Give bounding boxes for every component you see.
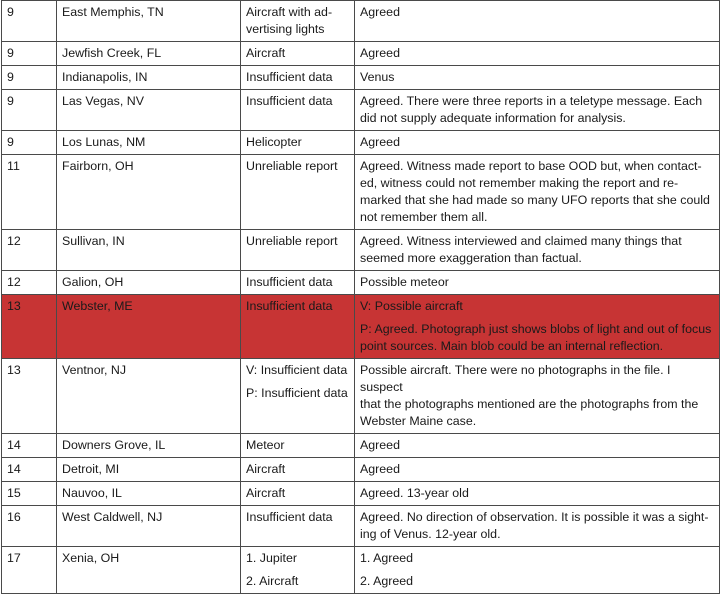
location-cell: Indianapolis, IN — [57, 66, 241, 90]
evaluation-cell — [241, 434, 355, 458]
day-cell: 12 — [2, 271, 57, 295]
evaluation-cell — [241, 506, 355, 547]
comments-cell — [355, 66, 720, 90]
day-cell: 9 — [2, 131, 57, 155]
comment-line: Agreed. Witness made report to base OOD but, when contact- — [360, 159, 702, 173]
table-row — [2, 482, 720, 506]
comment-line: Agreed — [360, 46, 400, 60]
day-cell: 14 — [2, 434, 57, 458]
comments-cell — [355, 458, 720, 482]
comment-line: Agreed. Witness interviewed and claimed many things that — [360, 234, 682, 248]
evaluation-line: Aircraft — [246, 486, 286, 500]
location-cell: Las Vegas, NV — [57, 90, 241, 131]
comment-line: seemed more exaggeration than factual. — [360, 251, 582, 265]
day-cell: 9 — [2, 90, 57, 131]
location-cell: East Memphis, TN — [57, 1, 241, 42]
comment-line: P: Agreed. Photograph just shows blobs of light and out of focus — [360, 322, 712, 336]
comments-cell — [355, 506, 720, 547]
day-cell: 14 — [2, 458, 57, 482]
evaluation-cell — [241, 458, 355, 482]
evaluation-line: Unreliable report — [246, 234, 338, 248]
evaluation-line: Meteor — [246, 438, 285, 452]
table-row — [2, 1, 720, 42]
evaluation-line: Insufficient data — [246, 510, 333, 524]
evaluation-cell — [241, 547, 355, 594]
comment-line: Agreed. 13-year old — [360, 486, 469, 500]
comment-line: Agreed — [360, 462, 400, 476]
evaluation-line: Insufficient data — [246, 70, 333, 84]
comments-cell — [355, 1, 720, 42]
table-row — [2, 131, 720, 155]
comments-cell — [355, 42, 720, 66]
evaluation-line: Aircraft — [246, 46, 286, 60]
comments-cell — [355, 359, 720, 434]
table-row — [2, 155, 720, 230]
table-row-highlighted — [2, 295, 720, 359]
comment-line: 1. Agreed — [360, 551, 414, 565]
comment-line: point sources. Main blob could be an internal reflection. — [360, 339, 664, 353]
evaluation-line: Insufficient data — [246, 94, 333, 108]
location-cell: West Caldwell, NJ — [57, 506, 241, 547]
location-cell: Fairborn, OH — [57, 155, 241, 230]
comment-line: Agreed. There were three reports in a teletype message. Each — [360, 94, 703, 108]
day-cell: 9 — [2, 42, 57, 66]
comment-line: 2. Agreed — [360, 574, 414, 588]
comment-line: Agreed. No direction of observation. It is possible it was a sight- — [360, 510, 709, 524]
day-cell: 11 — [2, 155, 57, 230]
evaluation-line: Insufficient data — [246, 275, 333, 289]
evaluation-line: Helicopter — [246, 135, 302, 149]
day-cell: 9 — [2, 66, 57, 90]
comment-line: Possible aircraft. There were no photographs in the file. I suspect — [360, 363, 671, 394]
location-cell: Los Lunas, NM — [57, 131, 241, 155]
evaluation-cell — [241, 295, 355, 359]
comment-line: ed, witness could not remember making the report and re- — [360, 176, 679, 190]
location-cell: Galion, OH — [57, 271, 241, 295]
evaluation-cell — [241, 90, 355, 131]
comment-line: not remember them all. — [360, 210, 488, 224]
comments-cell — [355, 547, 720, 594]
day-cell: 12 — [2, 230, 57, 271]
comment-line: Webster Maine case. — [360, 414, 477, 428]
table-row — [2, 271, 720, 295]
comment-line: Agreed — [360, 438, 400, 452]
table-row — [2, 90, 720, 131]
evaluation-cell — [241, 66, 355, 90]
day-cell: 15 — [2, 482, 57, 506]
location-cell: Webster, ME — [57, 295, 241, 359]
evaluation-cell — [241, 359, 355, 434]
comment-line: Agreed — [360, 5, 400, 19]
evaluation-line: 1. Jupiter — [246, 551, 297, 565]
evaluation-cell — [241, 155, 355, 230]
evaluation-line: Insufficient data — [246, 299, 333, 313]
table-row — [2, 547, 720, 594]
comment-line: V: Possible aircraft — [360, 299, 463, 313]
comments-cell — [355, 482, 720, 506]
evaluation-line: P: Insufficient data — [246, 386, 348, 400]
evaluation-line: 2. Aircraft — [246, 574, 299, 588]
comment-line: Agreed — [360, 135, 400, 149]
location-cell: Sullivan, IN — [57, 230, 241, 271]
evaluation-cell — [241, 271, 355, 295]
location-cell: Downers Grove, IL — [57, 434, 241, 458]
location-cell: Ventnor, NJ — [57, 359, 241, 434]
comment-line: that the photographs mentioned are the photographs from the — [360, 397, 699, 411]
day-cell: 16 — [2, 506, 57, 547]
comments-cell — [355, 155, 720, 230]
table-row — [2, 458, 720, 482]
evaluation-line: Aircraft with ad- — [246, 5, 333, 19]
comment-line: ing of Venus. 12-year old. — [360, 527, 501, 541]
evaluation-cell — [241, 1, 355, 42]
table-row — [2, 506, 720, 547]
comment-line: did not supply adequate information for analysis. — [360, 111, 626, 125]
evaluation-cell — [241, 482, 355, 506]
comment-line: Possible meteor — [360, 275, 449, 289]
day-cell: 13 — [2, 295, 57, 359]
table-row — [2, 66, 720, 90]
table-row — [2, 230, 720, 271]
comments-cell — [355, 230, 720, 271]
comments-cell — [355, 434, 720, 458]
comments-cell — [355, 131, 720, 155]
evaluation-line: V: Insufficient data — [246, 363, 348, 377]
table-row — [2, 434, 720, 458]
comment-line: Venus — [360, 70, 395, 84]
location-cell: Xenia, OH — [57, 547, 241, 594]
table-row — [2, 359, 720, 434]
location-cell: Detroit, MI — [57, 458, 241, 482]
comment-line: marked that she had made so many UFO reports that she could — [360, 193, 710, 207]
evaluation-cell — [241, 230, 355, 271]
evaluation-line: vertising lights — [246, 22, 325, 36]
comments-cell — [355, 271, 720, 295]
comments-cell — [355, 90, 720, 131]
location-cell: Jewfish Creek, FL — [57, 42, 241, 66]
evaluation-cell — [241, 131, 355, 155]
comments-cell — [355, 295, 720, 359]
location-cell: Nauvoo, IL — [57, 482, 241, 506]
day-cell: 17 — [2, 547, 57, 594]
day-cell: 9 — [2, 1, 57, 42]
evaluation-line: Unreliable report — [246, 159, 338, 173]
day-cell: 13 — [2, 359, 57, 434]
table-row — [2, 42, 720, 66]
evaluation-line: Aircraft — [246, 462, 286, 476]
ufo-case-table — [1, 0, 720, 594]
evaluation-cell — [241, 42, 355, 66]
